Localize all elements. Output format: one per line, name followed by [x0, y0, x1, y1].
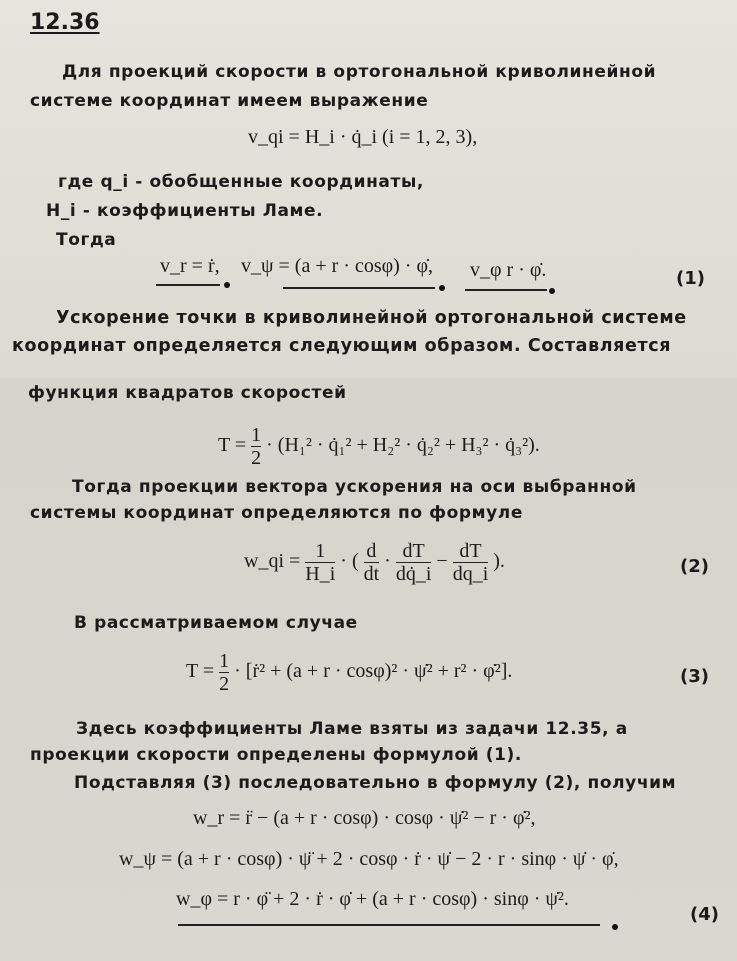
eq2-mid: · (	[340, 550, 359, 573]
eq-T-denominator: 2	[251, 447, 262, 469]
eq2-frac-4-num: dT	[459, 540, 482, 562]
eq2-acceleration-formula: w_qi = $\frac{1}{H\_i}$ · ( $\frac{d}{dt}$ · $\frac{dT}{dq̇\_i}$ − $\frac{dT}{dq\_i}$ ).	[244, 540, 505, 585]
eq4-number: (4)	[690, 904, 719, 925]
paragraph-1-line-2: системе координат имеем выражение	[30, 91, 429, 111]
paragraph-2-line-1: Ускорение точки в криволинейной ортогональной системе	[56, 308, 687, 328]
eq-T-rhs: · (H₁² · q̇₁² + H₂² · q̇₂² + H₃² · q̇₃²).	[266, 434, 540, 457]
eq1-vpsi-dot	[439, 285, 445, 291]
paragraph-4-line-1: Здесь коэффициенты Ламе взяты из задачи 12.35, а	[76, 719, 628, 739]
eq1-vr-dot	[224, 282, 230, 288]
eq2-lhs: w_qi =	[244, 550, 301, 573]
velocity-projection-formula: v_qi = H_i · q̇_i (i = 1, 2, 3),	[248, 126, 478, 148]
paragraph-4-line-2: проекции скорости определены формулой (1).	[30, 745, 522, 765]
eq1-vphi-underline	[465, 289, 547, 291]
paragraph-3-line-1: Тогда проекции вектора ускорения на оси выбранной	[72, 477, 637, 497]
eq3-numerator: 1	[219, 650, 230, 672]
eq2-frac-3	[396, 540, 432, 585]
eq1-vr: v_r = ṙ,	[160, 255, 220, 277]
eq3-rhs: · [ṙ² + (a + r · cosφ)² · ψ̇² + r² · φ̇²].	[234, 660, 513, 683]
eq2-frac-2	[364, 540, 380, 585]
where-line-2: H_i - коэффициенты Ламе.	[46, 201, 324, 221]
eq-T-fraction	[251, 424, 261, 469]
eq4-wr: w_r = r̈ − (a + r · cosφ) · cosφ · ψ̇² − r · φ̇²,	[193, 807, 536, 829]
eq-T-lhs: T =	[218, 434, 247, 457]
eq1-vr-underline	[156, 284, 220, 286]
then-label: Тогда	[56, 230, 117, 250]
eq4-wpsi: w_ψ = (a + r · cosφ) · ψ̈ + 2 · cosφ · ṙ · ψ̇ − 2 · r · sinφ · ψ̇ · φ̇,	[119, 848, 619, 870]
paragraph-3-line-2: системы координат определяются по формуле	[30, 503, 523, 523]
eq2-frac-1-den: H_i	[305, 563, 336, 585]
eq4-wphi-underline	[178, 924, 600, 926]
eq1-vpsi: v_ψ = (a + r · cosφ) · φ̇,	[241, 255, 434, 277]
eq2-frac-2-den: dt	[363, 563, 380, 585]
paragraph-2-line-3: функция квадратов скоростей	[28, 383, 347, 403]
eq2-frac-2-num: d	[366, 540, 377, 562]
eq3-number: (3)	[680, 666, 709, 687]
eq3-fraction	[219, 650, 229, 695]
eq1-vphi: v_φ r · φ̇.	[470, 259, 547, 281]
paragraph-2-line-2: координат определяется следующим образом. Составляется	[12, 336, 672, 356]
paragraph-5-line-1: Подставляя (3) последовательно в формулу (2), получим	[74, 773, 677, 793]
eq3-lhs: T =	[186, 660, 215, 683]
eq3-kinetic	[186, 650, 512, 695]
eq2-minus: −	[436, 550, 448, 573]
eq1-number: (1)	[676, 268, 705, 289]
eq1-vphi-dot	[549, 288, 555, 294]
eq4-wphi-dot	[612, 924, 618, 930]
eq2-frac-3-num: dT	[402, 540, 425, 562]
eq2-frac-1-num: 1	[315, 540, 326, 562]
problem-number: 12.36	[30, 10, 100, 35]
eq2-number: (2)	[680, 556, 709, 577]
eq4-wphi: w_φ = r · φ̈ + 2 · ṙ · φ̇ + (a + r · cosφ) · sinφ · ψ̇².	[176, 888, 569, 910]
eq-T-general	[218, 424, 540, 469]
eq2-end: ).	[493, 550, 505, 573]
case-line: В рассматриваемом случае	[74, 613, 358, 633]
eq1-vpsi-underline	[283, 287, 435, 289]
paragraph-1-line-1: Для проекций скорости в ортогональной криволинейной	[62, 62, 657, 82]
eq3-denominator: 2	[219, 673, 230, 695]
eq2-frac-3-den: dq̇_i	[395, 563, 432, 585]
where-line-1: где q_i - обобщенные координаты,	[58, 172, 424, 192]
eq2-frac-4-den: dq_i	[452, 563, 489, 585]
eq2-frac-4	[453, 540, 489, 585]
eq2-frac-1	[305, 540, 335, 585]
eq-T-numerator: 1	[251, 424, 262, 446]
